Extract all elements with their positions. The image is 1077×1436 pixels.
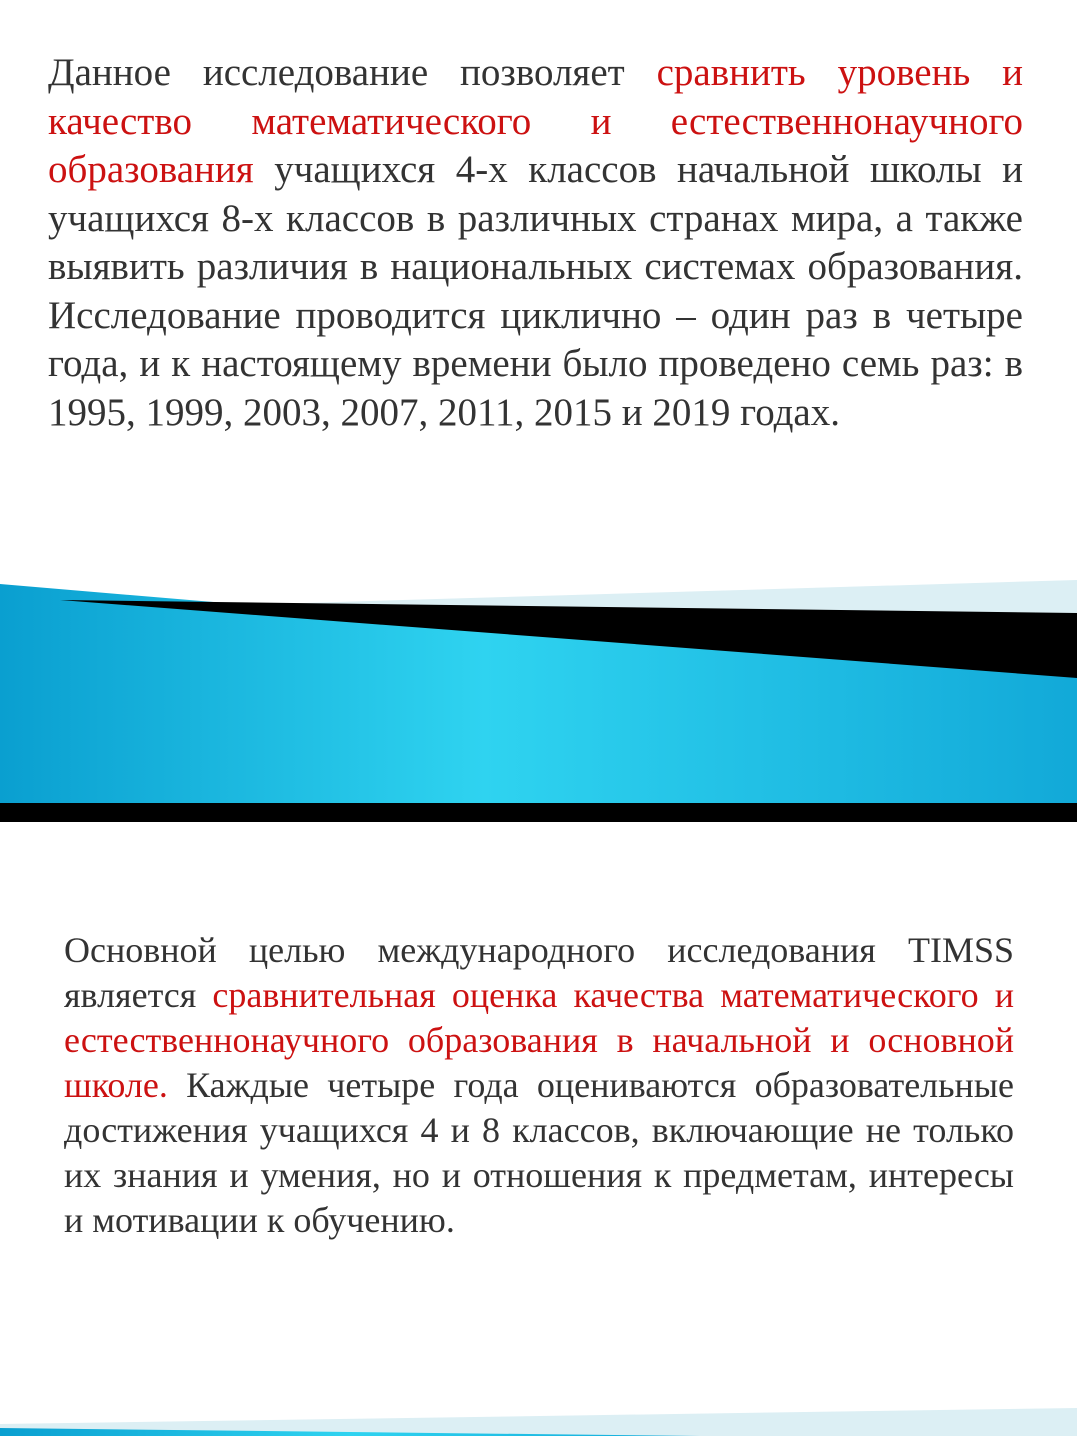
slide-1-text-rest: учащихся 4-х классов начальной школы и учащихся 8-х классов в различных странах мира, а также выявить различия в национальных системах образования. Исследование проводится циклично – один раз в четыре года, и к настоящему времени было проведено семь раз: в 1995, 1999, 2003, 2007, 2011, 2015 и 2019 годах.	[48, 148, 1023, 434]
slide-2-decorative-banner	[0, 1404, 1077, 1436]
slide-2	[0, 822, 1077, 1436]
slide-1-decorative-banner	[0, 580, 1077, 803]
slide-2-paragraph	[64, 928, 1014, 1243]
slide-1-paragraph	[48, 49, 1023, 437]
slide-2-text-intro: Основной целью международного исследования TIMSS является	[64, 930, 1014, 1015]
slide-2-text-highlight: сравнительная оценка качества математического и естественнонаучного образования в начальной и основной школе.	[64, 975, 1015, 1105]
slide-2-text-rest: Каждые четыре года оцениваются образовательные достижения учащихся 4 и 8 классов, включающие не только их знания и умения, но и отношения к предметам, интересы и мотивации к обучению.	[64, 1065, 1014, 1240]
slide-1-text-intro: Данное исследование позволяет	[48, 51, 657, 94]
slide-1-text-highlight: сравнить уровень и качество математического и естественнонаучного образования	[48, 51, 1023, 191]
